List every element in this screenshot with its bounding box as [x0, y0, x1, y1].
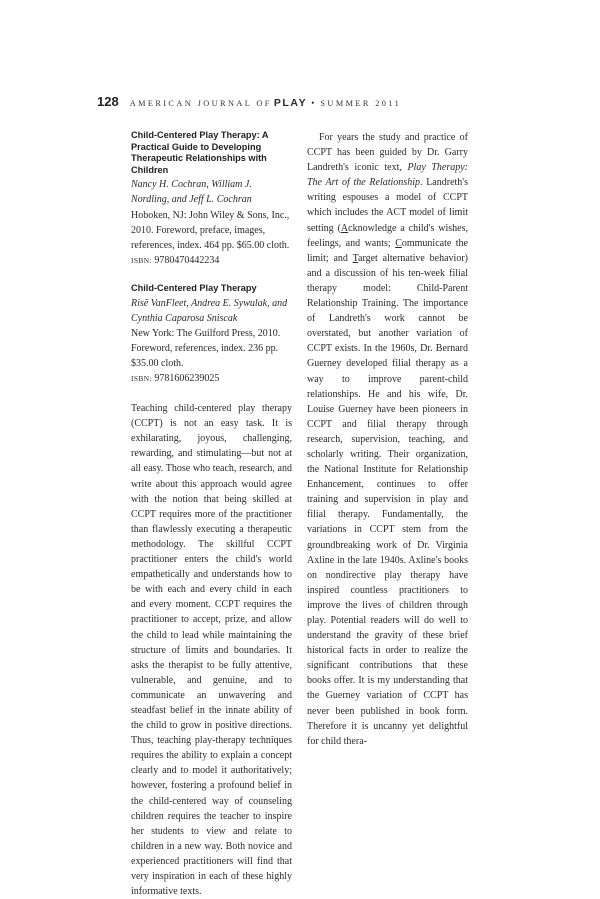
act-letter-c: C [395, 237, 402, 249]
left-column [131, 130, 292, 899]
book-isbn [131, 253, 292, 268]
book-authors: Risë VanFleet, Andrea E. Sywulak, and Cynthia Caparosa Sniscak [131, 297, 288, 324]
book-entry [131, 130, 292, 268]
header-bullet: • [311, 98, 315, 108]
p2-text: arget alternative behavior) and a discussion of his ten-week filial therapy model: Child-Parent Relationship Training. The importance of Landreth's work cannot be overstated, but another variation of CCPT exists. In the 1960s, Dr. Bernard Guerney developed filial therapy as a way to improve parent-child relationships. He and his wife, Dr. Louise Guerney have been pioneers in CCPT and filial therapy through research, supervision, teaching, and scholarly writing. Their organization, the National Institute for Relationship Enhancement, continues to offer training and supervision in play and filial therapy. Fundamentally, the variations in CCPT stem from the groundbreaking work of Dr. Virginia Axline in the late 1940s. Axline's books on nondirective play therapy have inspired countless practitioners to improve the lives of children through play. Potential readers will do well to understand the gravity of these brief historical facts in order to realize the significant contributions that these books offer. It is my understanding that the Guerney variation of CCPT has never been published in book form. Therefore it is uncanny yet delightful for child thera- [307, 252, 468, 747]
book-title: Child-Centered Play Therapy: A Practical Guide to Developing Therapeutic Relationships with Children [131, 130, 269, 175]
isbn-label: ISBN: [131, 255, 152, 265]
right-column [307, 130, 468, 749]
act-letter-a: A [340, 222, 349, 234]
review-paragraph-2 [307, 130, 468, 749]
book-isbn [131, 371, 292, 386]
isbn-value: 9780470442234 [154, 254, 220, 266]
journal-name: AMERICAN JOURNAL OF [129, 99, 272, 108]
issue-season: SUMMER 2011 [320, 99, 402, 108]
p2-text: . Landreth's writing espouses a model of CCPT which includes the ACT model of limit setting ( [307, 177, 468, 234]
isbn-value: 9781606239025 [154, 373, 220, 384]
cited-book-title: Play Therapy: The Art of the Relationship [307, 162, 468, 189]
p2-text: For years the study and practice of CCPT has been guided by Dr. Garry Landreth's iconic text, [307, 132, 468, 174]
act-letter-t: T [352, 252, 359, 264]
book-publisher-info: New York: The Guilford Press, 2010. Foreword, references, index. 236 pp. $35.00 cloth. [131, 327, 281, 369]
isbn-label: ISBN: [131, 374, 152, 383]
page-number: 128 [97, 94, 119, 109]
review-paragraph-1: Teaching child-centered play therapy (CCPT) is not an easy task. It is exhilarating, joyous, challenging, rewarding, and stimulating—but not at all easy. Those who teach, research, and write about this approach would agree with the notion that being skilled at CCPT requires more of the practitioner than flawlessly executing a therapeutic methodology. The skillful CCPT practitioner enters the child's world empathetically and understands how to be with each and every child in each and every moment. CCPT requires the practitioner to accept, prize, and allow the child to lead while maintaining the structure of limits and boundaries. It asks the therapist to be fully attentive, vulnerable, and genuine, and to communicate an unwavering and steadfast belief in the innate ability of the child to grow in positive directions. Thus, teaching play-therapy techniques requires the ability to explain a concept clearly and to model it authoritatively; however, fostering a profound belief in the child-centered way of counseling children requires the teacher to inspire her students to view and relate to children in a new way. Both novice and experienced practitioners will find that very inspiration in each of these highly informative texts. [131, 403, 292, 898]
journal-name-play: PLAY [273, 97, 308, 109]
book-title: Child-Centered Play Therapy [131, 282, 257, 293]
p2-text: ommunicate the limit; and [307, 237, 468, 264]
p2-text: cknowledge a child's wishes, feelings, and wants; [307, 222, 468, 249]
book-authors: Nancy H. Cochran, William J. Nordling, and Jeff L. Cochran [131, 179, 252, 206]
running-head [97, 94, 517, 109]
book-entry [131, 283, 292, 386]
book-publisher-info: Hoboken, NJ: John Wiley & Sons, Inc., 2010. Foreword, preface, images, references, index. 464 pp. $65.00 cloth. [131, 209, 290, 251]
